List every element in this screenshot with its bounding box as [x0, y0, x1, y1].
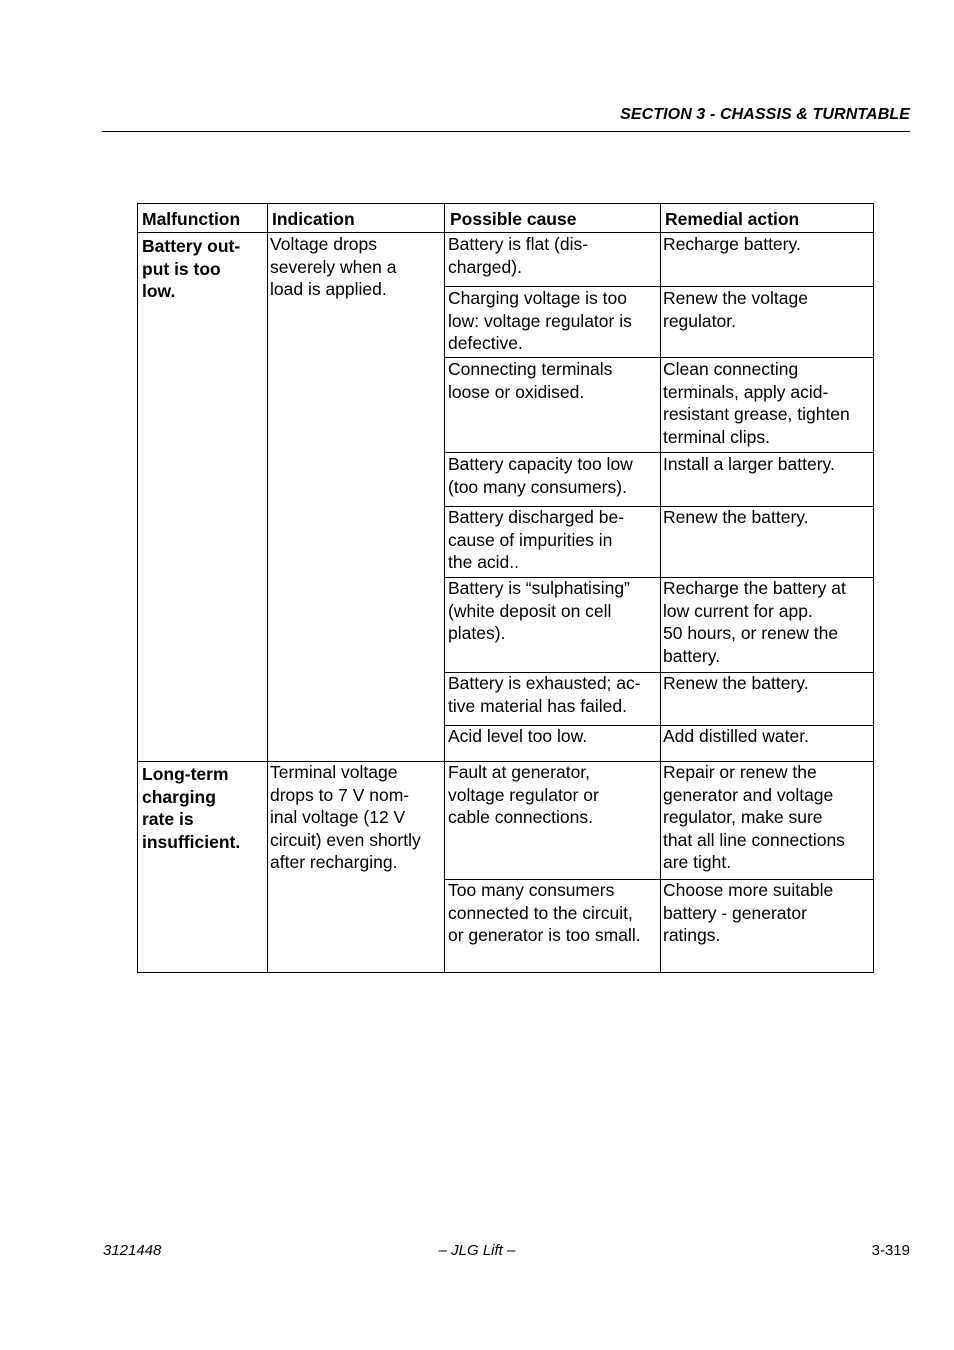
- table-row-cause: Too many consumers connected to the circuit, or generator is too small.: [448, 880, 641, 945]
- table-row-action: Clean connecting terminals, apply acid- resistant grease, tighten terminal clips.: [663, 359, 850, 447]
- table-row-cause: Battery discharged be- cause of impurities in the acid..: [448, 507, 625, 572]
- table-row-cause: Connecting terminals loose or oxidised.: [448, 359, 613, 402]
- table-row-action: Install a larger battery.: [663, 454, 835, 474]
- publisher-label: – JLG Lift –: [438, 1242, 516, 1259]
- indication-terminal-voltage-drops: Terminal voltage drops to 7 V nom- inal voltage (12 V circuit) even shortly after recharging.: [270, 762, 421, 872]
- table-row-action: Renew the battery.: [663, 507, 809, 527]
- indication-voltage-drops: Voltage drops severely when a load is applied.: [270, 234, 397, 299]
- table-row-cause: Battery is exhausted; ac- tive material has failed.: [448, 673, 641, 716]
- header-divider: [102, 131, 910, 132]
- table-row-action: Choose more suitable battery - generator ratings.: [663, 880, 834, 945]
- table-row-cause: Charging voltage is too low: voltage regulator is defective.: [448, 288, 632, 353]
- section-title: SECTION 3 - CHASSIS & TURNTABLE: [620, 106, 910, 123]
- column-header-malfunction: Malfunction: [142, 209, 241, 229]
- document-number: 3121448: [103, 1242, 162, 1259]
- column-header-remedial-action: Remedial action: [665, 209, 800, 229]
- table-row-action: Repair or renew the generator and voltage regulator, make sure that all line connections are tight.: [663, 762, 845, 872]
- table-row-cause: Battery is “sulphatising” (white deposit on cell plates).: [448, 578, 630, 643]
- table-row-cause: Battery is flat (dis- charged).: [448, 234, 589, 277]
- column-divider: [444, 204, 445, 972]
- table-row-cause: Battery capacity too low (too many consumers).: [448, 454, 633, 497]
- column-header-indication: Indication: [272, 209, 355, 229]
- table-row-cause: Fault at generator, voltage regulator or cable connections.: [448, 762, 599, 827]
- table-row-action: Recharge battery.: [663, 234, 801, 254]
- table-row-action: Renew the voltage regulator.: [663, 288, 808, 331]
- malfunction-battery-output-low: Battery out- put is too low.: [142, 236, 241, 301]
- table-row-action: Renew the battery.: [663, 673, 809, 693]
- table-row-action: Add distilled water.: [663, 726, 809, 746]
- table-row-cause: Acid level too low.: [448, 726, 588, 746]
- troubleshooting-table: [137, 203, 874, 973]
- column-header-possible-cause: Possible cause: [450, 209, 577, 229]
- page-number: 3-319: [871, 1242, 910, 1259]
- malfunction-charging-rate-insufficient: Long-term charging rate is insufficient.: [142, 764, 241, 852]
- table-row-action: Recharge the battery at low current for app. 50 hours, or renew the battery.: [663, 578, 846, 666]
